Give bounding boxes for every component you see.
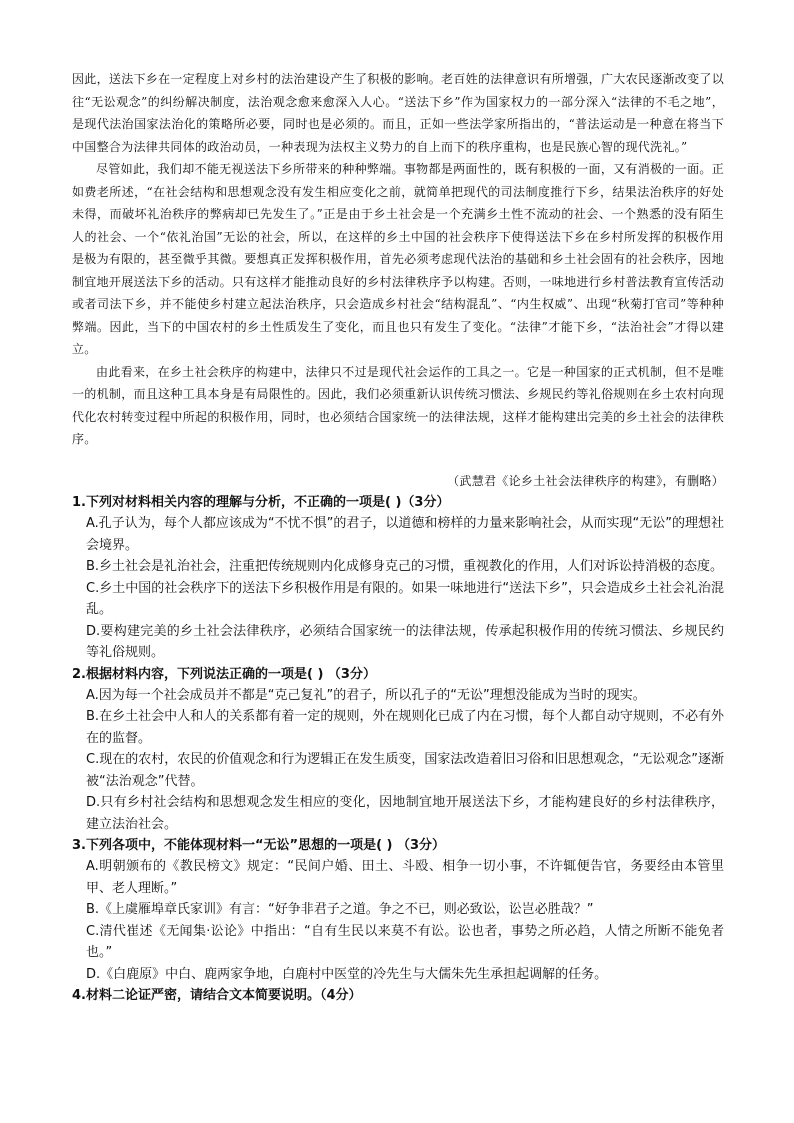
option-a: A.孔子认为，每个人都应该成为“不忧不惧”的君子，以道德和榜样的力量来影响社会，从而实现“无讼”的理想社会境界。	[86, 516, 724, 553]
question-3	[72, 835, 724, 985]
passage-paragraph-3: 由此看来，在乡土社会秩序的构建中，法律只不过是现代社会运作的工具之一。它是一种国家的正式机制，但不是唯一的机制，而且这种工具本身是有局限性的。因此，我们必须重新认识传统习惯法、乡规民约等礼俗规则在乡土农村向现代化农村转变过程中所起的积极作用，同时，也必须结合国家统一的法律法规，这样才能构建出完美的乡土社会的法律秩序。	[72, 364, 724, 446]
option-b: B.在乡土社会中人和人的关系都有着一定的规则，外在规则化已成了内在习惯，每个人都自动守规则，不必有外在的监督。	[86, 709, 724, 746]
question-stem: 2.根据材料内容，下列说法正确的一项是( ) （3分）	[72, 666, 376, 682]
question-stem: 4.材料二论证严密，请结合文本简要说明。（4分）	[72, 988, 362, 1003]
reading-passage	[72, 68, 724, 451]
question-list	[72, 492, 724, 1006]
option-d: D.只有乡村社会结构和思想观念发生相应的变化，因地制宜地开展送法下乡，才能构建良好的乡村法律秩序，建立法治社会。	[86, 795, 724, 832]
question-2	[72, 664, 724, 836]
passage-source: （武慧君《论乡土社会法律秩序的构建》，有删略）	[447, 474, 724, 488]
option-c: C.现在的农村，农民的价值观念和行为逻辑正在发生质变，国家法改造着旧习俗和旧思想观念，“无讼观念”逐渐被“法治观念”代替。	[86, 752, 724, 789]
question-stem: 3.下列各项中，不能体现材料一“无讼”思想的一项是( ) （3分）	[72, 838, 446, 853]
option-d: D.要构建完美的乡土社会法律秩序，必须结合国家统一的法律法规，传承起积极作用的传统习惯法、乡规民约等礼俗规则。	[86, 623, 724, 660]
option-a: A.明朝颁布的《教民榜文》规定：“民间户婚、田土、斗殴、相争一切小事，不许辄便告官，务要经由本管里甲、老人理断。”	[86, 859, 724, 896]
question-1	[72, 492, 724, 664]
option-a: A.因为每一个社会成员并不都是“克己复礼”的君子，所以孔子的“无讼”理想没能成为当时的现实。	[86, 687, 646, 703]
passage-paragraph-2: 尽管如此，我们却不能无视送法下乡所带来的种种弊端。事物都是两面性的，既有积极的一面，又有消极的一面。正如费老所述，“在社会结构和思想观念没有发生相应变化之前，就简单把现代的司法制度推行下乡，结果法治秩序的好处未得，而破坏礼治秩序的弊病却已先发生了。”正是由于乡土社会是一个充满乡土性不流动的社会、一个熟悉的没有陌生人的社会、一个“依礼治国”无讼的社会，所以，在这样的乡土中国的社会秩序下使得送法下乡在乡村所发挥的积极作用是极为有限的，甚至微乎其微。要想真正发挥积极作用，首先必须考虑现代法治的基础和乡土社会固有的社会秩序，因地制宜地开展送法下乡的活动。只有这样才能推动良好的乡村法律秩序予以构建。否则，一味地进行乡村普法教育宣传活动或者司法下乡，并不能使乡村建立起法治秩序，只会造成乡村社会“结构混乱”、“内生权威”、出现“秋菊打官司”等种种弊端。因此，当下的中国农村的乡土性质发生了变化，而且也只有发生了变化。“法律”才能下乡，“法治社会”才得以建立。	[72, 162, 724, 356]
option-c: C.乡土中国的社会秩序下的送法下乡积极作用是有限的。如果一味地进行“送法下乡”，只会造成乡土社会礼治混乱。	[86, 580, 724, 617]
question-stem: 1.下列对材料相关内容的理解与分析，不正确的一项是( )（3分）	[72, 495, 450, 510]
option-b: B.《上虞雁埠章氏家训》有言：“好争非君子之道。争之不已，则必致讼，讼岂必胜哉？”	[86, 902, 594, 917]
passage-paragraph-1: 因此，送法下乡在一定程度上对乡村的法治建设产生了积极的影响。老百姓的法律意识有所增强，广大农民逐渐改变了以往“无讼观念”的纠纷解决制度，法治观念愈来愈深入人心。“送法下乡”作为国家权力的一部分深入“法律的不毛之地”，是现代法治国家法治化的策略所必要，同时也是必须的。而且，正如一些法学家所指出的，“普法运动是一种意在将当下中国整合为法律共同体的政治动员，一种表现为法权主义势力的自上而下的秩序重构，也是民族心智的现代洗礼。”	[72, 72, 724, 154]
question-4	[72, 985, 724, 1006]
option-b: B.乡土社会是礼治社会，注重把传统规则内化成修身克己的习惯，重视教化的作用，人们对诉讼持消极的态度。	[86, 559, 724, 574]
option-d: D.《白鹿原》中白、鹿两家争地，白鹿村中医堂的冷先生与大儒朱先生承担起调解的任务。	[86, 966, 608, 982]
option-c: C.清代崔述《无闻集·讼论》中指出：“自有生民以来莫不有讼。讼也者，事势之所必趋，人情之所断不能免者也。”	[86, 923, 724, 960]
